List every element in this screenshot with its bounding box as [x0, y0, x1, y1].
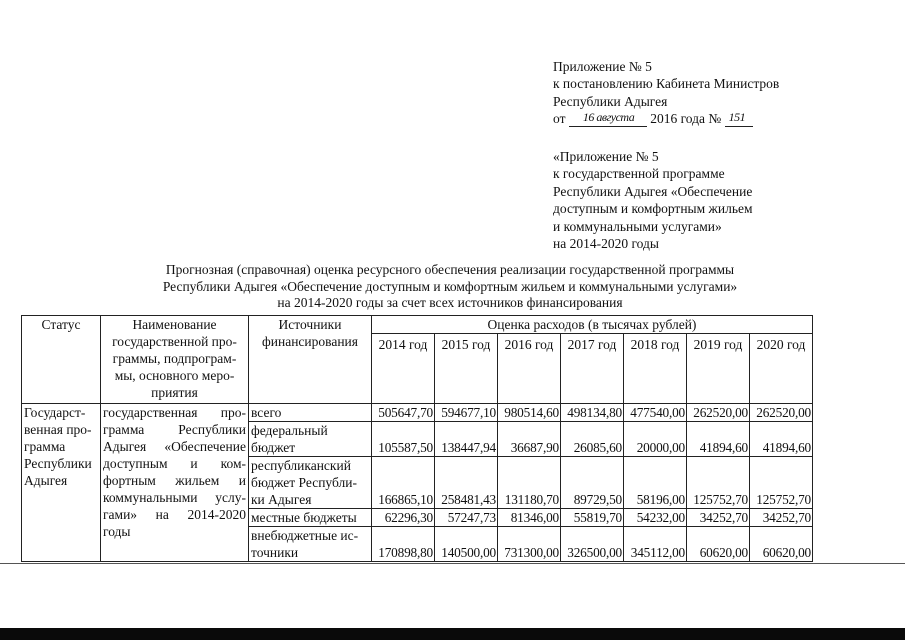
header-year: 2017 год — [561, 334, 624, 404]
appendix-date-line — [553, 110, 779, 127]
date-number-field — [725, 112, 753, 127]
header-year: 2019 год — [687, 334, 750, 404]
header-status: Статус — [22, 316, 101, 404]
appendix-line-2: к постановлению Кабинета Министров — [553, 76, 780, 92]
source-cell: федеральный бюджет — [249, 422, 372, 457]
header-source: Источники финансирования — [249, 316, 372, 404]
heading-line: на 2014-2020 годы за счет всех источников финансирования — [277, 295, 623, 310]
value-cell: 54232,00 — [624, 509, 687, 527]
value-cell: 594677,10 — [435, 404, 498, 422]
value-cell: 258481,43 — [435, 457, 498, 509]
program-name-cell: государственная про-грамма Республики Адыгея «Обеспечение доступным и ком-фортным жильем и коммунальными услу-гами» на 2014-2020 годы — [101, 404, 249, 562]
appendix-title: Приложение № 5 — [553, 59, 652, 74]
value-cell: 166865,10 — [372, 457, 435, 509]
value-cell: 326500,00 — [561, 527, 624, 562]
value-cell: 980514,60 — [498, 404, 561, 422]
source-cell: внебюджетные ис-точники — [249, 527, 372, 562]
program-appendix-line: на 2014-2020 годы — [553, 236, 659, 252]
date-prefix: от — [553, 111, 566, 127]
scan-edge-bar — [0, 628, 905, 640]
source-cell: всего — [249, 404, 372, 422]
value-cell: 477540,00 — [624, 404, 687, 422]
value-cell: 105587,50 — [372, 422, 435, 457]
heading-line: Прогнозная (справочная) оценка ресурсного обеспечения реализации государственной программы — [165, 262, 735, 277]
header-year: 2016 год — [498, 334, 561, 404]
value-cell: 345112,00 — [624, 527, 687, 562]
program-appendix-line: Республики Адыгея «Обеспечение — [553, 183, 753, 199]
value-cell: 731300,00 — [498, 527, 561, 562]
page-cut-rule — [0, 563, 905, 564]
value-cell: 505647,70 — [372, 404, 435, 422]
value-cell: 498134,80 — [561, 404, 624, 422]
header-name: Наименование государственной про-граммы, подпрограм-мы, основного меро-приятия — [101, 316, 249, 404]
header-year: 2014 год — [372, 334, 435, 404]
value-cell: 262520,00 — [750, 404, 813, 422]
value-cell: 140500,00 — [435, 527, 498, 562]
value-cell: 26085,60 — [561, 422, 624, 457]
value-cell: 41894,60 — [750, 422, 813, 457]
value-cell: 131180,70 — [498, 457, 561, 509]
value-cell: 89729,50 — [561, 457, 624, 509]
date-day-field — [569, 112, 647, 127]
value-cell: 34252,70 — [687, 509, 750, 527]
value-cell: 58196,00 — [624, 457, 687, 509]
value-cell: 60620,00 — [750, 527, 813, 562]
date-number-handwritten: 151 — [728, 110, 746, 125]
header-estimate: Оценка расходов (в тысячах рублей) — [372, 316, 813, 334]
value-cell: 55819,70 — [561, 509, 624, 527]
document-heading — [60, 262, 840, 312]
value-cell: 138447,94 — [435, 422, 498, 457]
date-mid: 2016 года № — [650, 111, 722, 127]
program-appendix-line: «Приложение № 5 — [553, 149, 659, 164]
value-cell: 20000,00 — [624, 422, 687, 457]
table-row — [22, 404, 813, 422]
header-year: 2018 год — [624, 334, 687, 404]
program-appendix-block — [553, 148, 753, 252]
value-cell: 41894,60 — [687, 422, 750, 457]
date-day-handwritten: 16 августа — [582, 110, 635, 125]
header-year: 2015 год — [435, 334, 498, 404]
appendix-block — [553, 58, 779, 128]
value-cell: 62296,30 — [372, 509, 435, 527]
header-year: 2020 год — [750, 334, 813, 404]
program-appendix-line: доступным и комфортным жильем — [553, 201, 753, 217]
value-cell: 125752,70 — [750, 457, 813, 509]
value-cell: 36687,90 — [498, 422, 561, 457]
heading-line: Республики Адыгея «Обеспечение доступным и комфортным жильем и коммунальными услугами» — [162, 278, 738, 294]
funding-table — [21, 315, 813, 562]
status-cell: Государст-венная про-грамма Республики Адыгея — [22, 404, 101, 562]
value-cell: 262520,00 — [687, 404, 750, 422]
program-appendix-line: и коммунальными услугами» — [553, 218, 722, 234]
appendix-line-3: Республики Адыгея — [553, 93, 668, 109]
value-cell: 34252,70 — [750, 509, 813, 527]
header-row — [22, 316, 813, 334]
program-appendix-line: к государственной программе — [553, 166, 725, 182]
value-cell: 170898,80 — [372, 527, 435, 562]
value-cell: 125752,70 — [687, 457, 750, 509]
source-cell: республиканский бюджет Республи-ки Адыгея — [249, 457, 372, 509]
value-cell: 81346,00 — [498, 509, 561, 527]
value-cell: 60620,00 — [687, 527, 750, 562]
source-cell: местные бюджеты — [249, 509, 372, 527]
value-cell: 57247,73 — [435, 509, 498, 527]
